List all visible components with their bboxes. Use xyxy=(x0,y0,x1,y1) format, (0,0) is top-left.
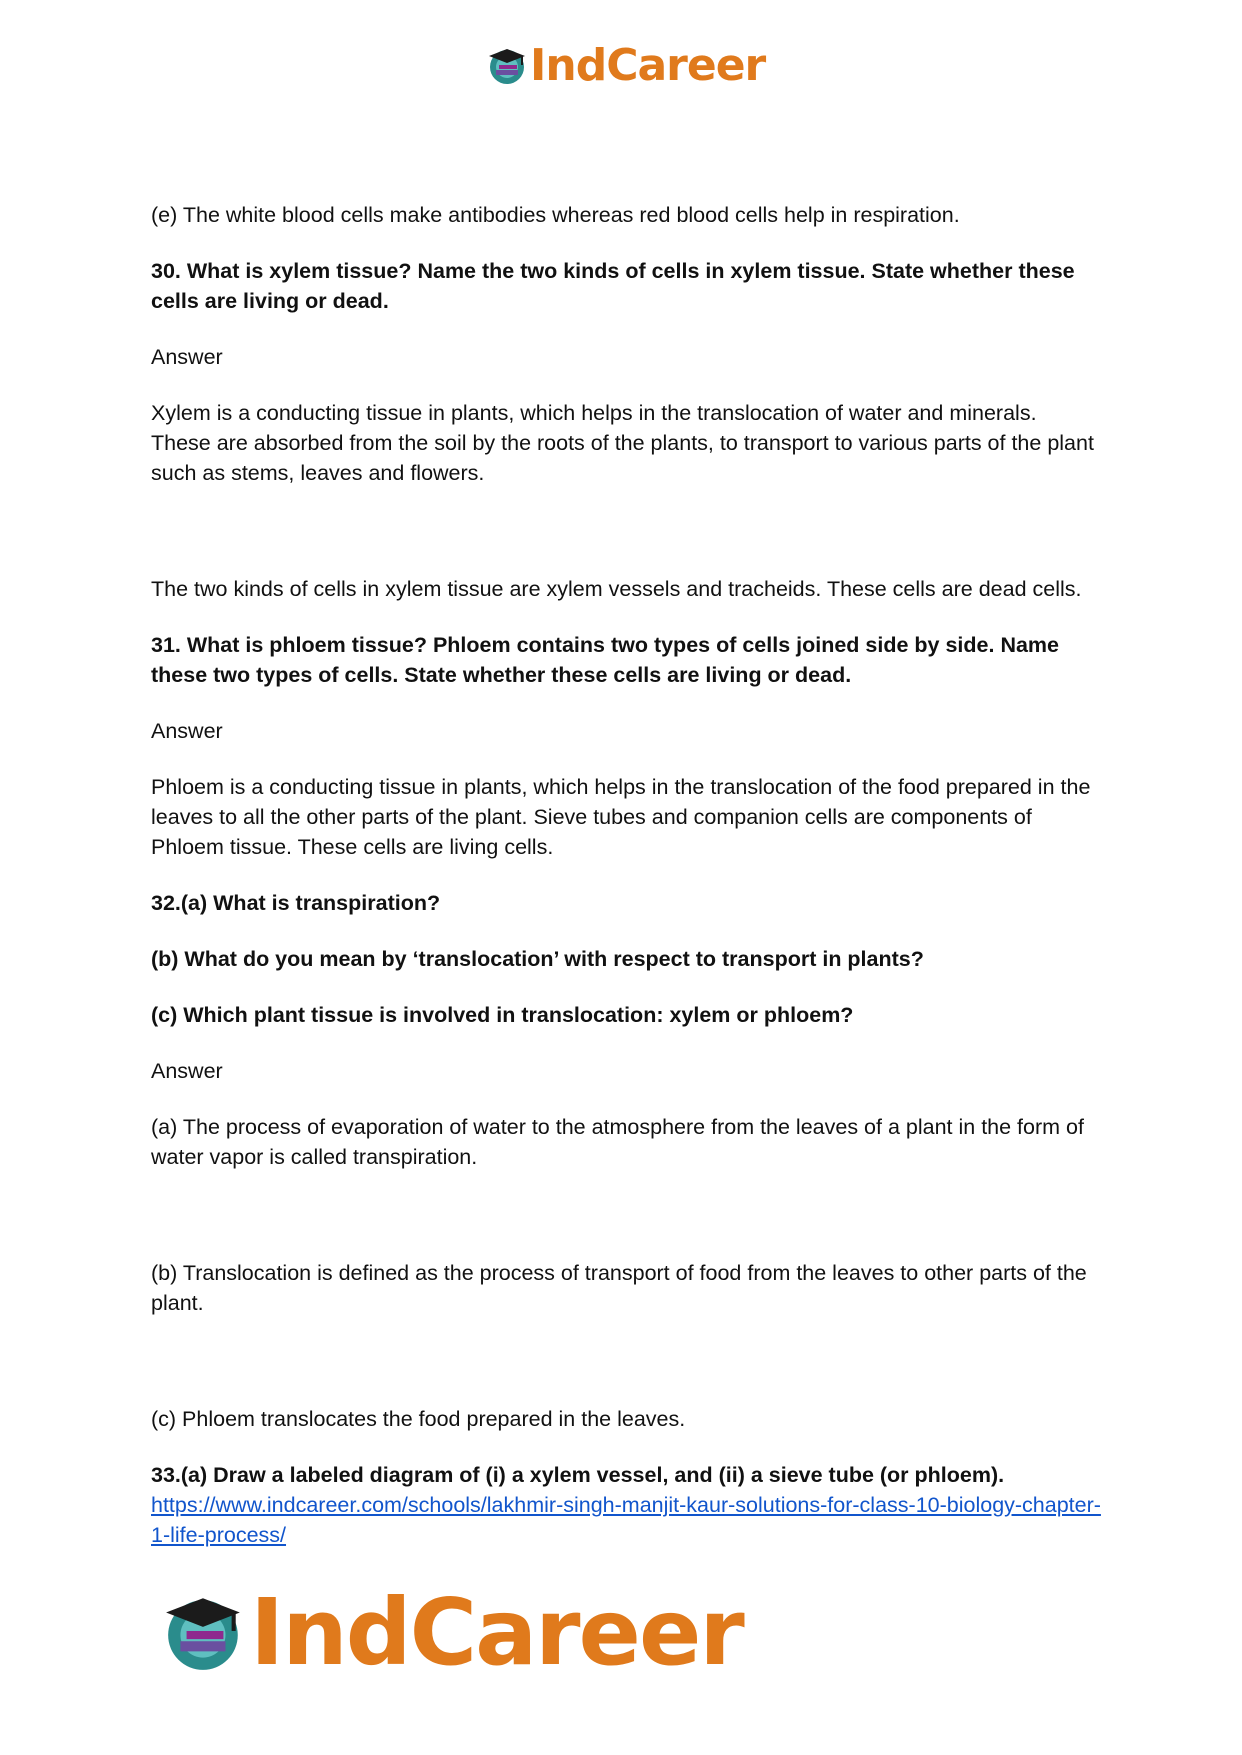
answer-label: Answer xyxy=(151,1059,223,1083)
source-link[interactable]: https://www.indcareer.com/schools/lakhmir-singh-manjit-kaur-solutions-for-class-10-biology-chapter-1-life-process/ xyxy=(151,1493,1101,1547)
question-32b: (b) What do you mean by ‘translocation’ with respect to transport in plants? xyxy=(151,947,924,971)
brand-name: IndCareer xyxy=(530,40,766,91)
footer-logo xyxy=(162,1579,743,1686)
answer-text: Xylem is a conducting tissue in plants, which helps in the translocation of water and minerals. These are absorbed from the soil by the roots of the plants, to transport to various parts of the plant such as stems, leaves and flowers. xyxy=(151,401,1094,485)
answer-text: Phloem is a conducting tissue in plants, which helps in the translocation of the food prepared in the leaves to all the other parts of the plant. Sieve tubes and companion cells are components of Phloem tissue. These cells are living cells. xyxy=(151,775,1091,859)
spacer xyxy=(151,514,1101,574)
question-30: 30. What is xylem tissue? Name the two kinds of cells in xylem tissue. State whether these cells are living or dead. xyxy=(151,259,1075,313)
graduation-globe-icon xyxy=(487,45,529,87)
brand-name: IndCareer xyxy=(250,1579,743,1686)
question-31: 31. What is phloem tissue? Phloem contains two types of cells joined side by side. Name these two types of cells. State whether these cells are living or dead. xyxy=(151,633,1059,687)
spacer xyxy=(151,1198,1101,1258)
question-33a: 33.(a) Draw a labeled diagram of (i) a xylem vessel, and (ii) a sieve tube (or phloem). xyxy=(151,1463,1005,1487)
answer-text: (e) The white blood cells make antibodies whereas red blood cells help in respiration. xyxy=(151,203,960,227)
document-body xyxy=(151,200,1101,1550)
question-32c: (c) Which plant tissue is involved in translocation: xylem or phloem? xyxy=(151,1003,854,1027)
answer-text: (a) The process of evaporation of water to the atmosphere from the leaves of a plant in the form of water vapor is called transpiration. xyxy=(151,1115,1084,1169)
graduation-globe-icon xyxy=(162,1590,248,1676)
question-32a: 32.(a) What is transpiration? xyxy=(151,891,441,915)
answer-text: (c) Phloem translocates the food prepared in the leaves. xyxy=(151,1407,686,1431)
answer-label: Answer xyxy=(151,719,223,743)
answer-label: Answer xyxy=(151,345,223,369)
spacer xyxy=(151,1344,1101,1404)
answer-text: (b) Translocation is defined as the process of transport of food from the leaves to other parts of the plant. xyxy=(151,1261,1087,1315)
header-logo xyxy=(487,42,765,90)
answer-text: The two kinds of cells in xylem tissue are xylem vessels and tracheids. These cells are dead cells. xyxy=(151,577,1082,601)
